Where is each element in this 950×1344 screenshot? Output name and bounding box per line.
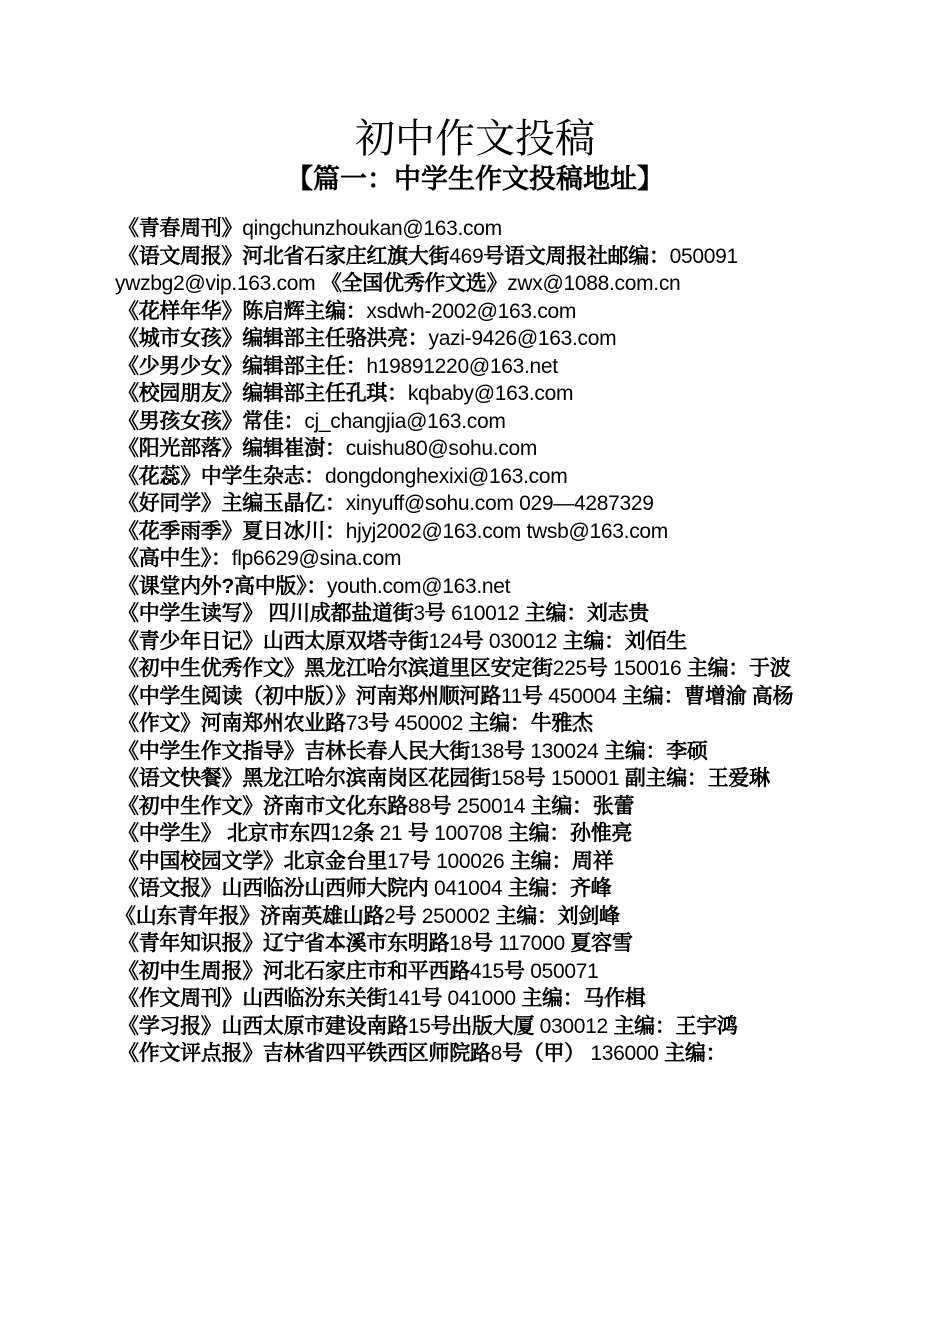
list-item: [115, 435, 829, 463]
entry-detail: 2: [384, 904, 396, 928]
entry-detail: 610012: [445, 602, 525, 625]
entry-label: 主编：刘佰生: [562, 629, 687, 653]
entry-label: 《城市女孩》编辑部主任骆洪亮：: [118, 327, 429, 350]
entry-label: 《男孩女孩》常佳：: [118, 409, 305, 433]
entry-detail: zwx@1088.com.cn: [507, 272, 681, 295]
entry-detail: 141: [387, 987, 422, 1010]
entry-label: 号: [524, 767, 546, 790]
list-item: [115, 573, 829, 601]
entry-detail: 250002: [416, 904, 496, 928]
entry-label: 号: [586, 657, 608, 680]
entry-label: 《初中生优秀作文》黑龙江哈尔滨道里区安定街: [118, 657, 553, 680]
entry-detail: 100708: [428, 822, 508, 845]
entry-detail: yazi-9426@163.com: [428, 327, 617, 350]
entry-label: 主编：曹增渝 高杨: [622, 684, 794, 708]
list-item: [115, 985, 829, 1013]
entry-label: 《花蕊》中学生杂志：: [118, 464, 325, 488]
entry-label: 号: [368, 712, 390, 735]
entry-label: 号（甲）: [502, 1042, 585, 1065]
list-item: [115, 600, 829, 628]
entry-label: 条: [353, 822, 375, 845]
list-item: [115, 1013, 829, 1041]
entry-detail: 124: [428, 629, 463, 653]
entry-label: 《高中生》：: [118, 547, 232, 570]
list-item: [115, 958, 829, 986]
entry-detail: 158: [490, 767, 525, 790]
entry-label: 《中学生》 北京市东四: [118, 822, 331, 845]
list-item: [115, 463, 829, 491]
entry-label: 《语文周报》河北省石家庄红旗大街: [118, 244, 450, 268]
entry-label: 主编：马作楫: [521, 987, 646, 1010]
entry-detail: 450002: [389, 712, 469, 735]
list-item: [115, 738, 829, 766]
entry-label: 《校园朋友》编辑部主任孔琪：: [118, 382, 408, 405]
entry-detail: 030012: [483, 629, 563, 653]
entry-label: 号出版大厦: [430, 1014, 535, 1038]
submission-list: [115, 215, 829, 1068]
entry-detail: 050071: [524, 959, 599, 983]
entry-label: 《初中生作文》济南市文化东路: [118, 794, 408, 818]
entry-label: 《山东青年报》济南英雄山路: [115, 904, 385, 928]
list-item: [115, 628, 829, 656]
list-item: [115, 298, 829, 326]
entry-label: 号: [522, 684, 543, 708]
entry-label: 主编：周祥: [509, 849, 614, 873]
entry-label: 主编：牛雅杰: [468, 712, 593, 735]
entry-label: 号: [462, 629, 484, 653]
entry-detail: 450004: [542, 684, 623, 708]
entry-detail: 050091 ywzbg2@vip.163.com: [115, 244, 738, 295]
entry-label: 副主编：王爱琳: [624, 767, 770, 790]
list-item: [115, 875, 829, 903]
entry-detail: 041004: [428, 877, 508, 900]
entry-label: 《初中生周报》河北石家庄市和平西路: [118, 959, 470, 983]
entry-label: 号: [407, 822, 429, 845]
entry-detail: xinyuff@sohu.com 029—4287329: [345, 492, 654, 515]
entry-label: 《少男少女》编辑部主任：: [118, 354, 367, 378]
entry-detail: 15: [407, 1014, 431, 1038]
list-item: [115, 1040, 829, 1068]
list-item: [115, 353, 829, 381]
entry-detail: 041000: [441, 987, 522, 1010]
entry-detail: 117000: [492, 932, 571, 955]
list-item: [115, 655, 829, 683]
section-heading: 【篇一：中学生作文投稿地址】: [286, 164, 664, 195]
entry-detail: flp6629@sina.com: [231, 547, 402, 570]
entry-detail: h19891220@163.net: [366, 354, 558, 378]
entry-label: 主编：刘志贵: [524, 602, 649, 625]
entry-detail: 469: [449, 244, 484, 268]
entry-detail: 88: [407, 794, 431, 818]
entry-label: 《阳光部落》编辑崔澍：: [118, 437, 346, 460]
entry-label: 主编：张蕾: [530, 794, 635, 818]
entry-label: 《青少年日记》山西太原双塔寺街: [118, 629, 429, 653]
entry-detail: 73: [345, 712, 369, 735]
entry-label: 夏容雪: [570, 932, 633, 955]
list-item: [115, 903, 829, 931]
entry-detail: 18: [449, 932, 472, 955]
entry-detail: 136000: [584, 1042, 665, 1065]
entry-label: 主编：李硕: [604, 739, 708, 763]
entry-detail: 150001: [545, 767, 625, 790]
entry-label: 《全国优秀作文选》: [320, 272, 508, 295]
entry-label: 《语文报》山西临汾山西师大院内: [118, 877, 429, 900]
entry-label: 《学习报》山西太原市建设南路: [118, 1014, 408, 1038]
list-item: [115, 683, 829, 711]
entry-label: 《青春周刊》: [118, 217, 243, 240]
entry-label: 主编：齐峰: [507, 877, 612, 900]
entry-detail: 138: [469, 739, 505, 763]
list-item: [115, 518, 829, 546]
entry-detail: dongdonghexixi@163.com: [325, 464, 568, 488]
entry-label: 《花季雨季》夏日冰川：: [118, 519, 346, 543]
entry-label: 《作文》河南郑州农业路: [118, 712, 346, 735]
entry-detail: 100026: [430, 849, 510, 873]
entry-detail: hjyj2002@163.com twsb@163.com: [345, 519, 668, 543]
entry-detail: 8: [490, 1042, 502, 1065]
entry-label: 《作文周刊》山西临汾东关街: [118, 987, 388, 1010]
entry-label: 号: [504, 739, 525, 763]
list-item: [115, 408, 829, 436]
entry-detail: 3: [413, 602, 425, 625]
entry-label: 《作文评点报》吉林省四平铁西区师院路: [118, 1042, 491, 1065]
list-item: [115, 765, 829, 793]
entry-detail: 250014: [451, 794, 531, 818]
entry-label: 主编：: [664, 1042, 727, 1065]
list-item: [115, 710, 829, 738]
list-item: [115, 243, 829, 298]
entry-label: 《好同学》主编玉晶亿：: [118, 492, 346, 515]
entry-label: 《花样年华》陈启辉主编：: [118, 299, 367, 323]
list-item: [115, 930, 829, 958]
entry-detail: 130024: [524, 739, 605, 763]
entry-label: 主编：孙惟亮: [507, 822, 633, 845]
entry-detail: 225: [552, 657, 587, 680]
list-item: [115, 380, 829, 408]
entry-label: 号: [409, 849, 431, 873]
entry-detail: cuishu80@sohu.com: [345, 437, 538, 460]
entry-detail: 150016: [607, 657, 687, 680]
entry-detail: 11: [500, 684, 523, 708]
entry-label: 《中学生作文指导》吉林长春人民大街: [118, 739, 470, 763]
entry-detail: 415: [469, 959, 505, 983]
entry-label: 号: [471, 932, 493, 955]
entry-label: 《中学生读写》 四川成都盐道街: [118, 602, 414, 625]
entry-label: 号: [395, 904, 417, 928]
entry-label: 《中国校园文学》北京金台里: [118, 849, 388, 873]
list-item: [115, 820, 829, 848]
entry-label: 主编：刘剑峰: [495, 904, 620, 928]
entry-detail: youth.com@163.net: [327, 574, 511, 598]
entry-detail: xsdwh-2002@163.com: [366, 299, 577, 323]
entry-label: 《语文快餐》黑龙江哈尔滨南岗区花园街: [118, 767, 491, 790]
entry-label: 《青年知识报》辽宁省本溪市东明路: [118, 932, 450, 955]
entry-detail: kqbaby@163.com: [407, 382, 574, 405]
entry-label: 主编：于波: [686, 657, 791, 680]
entry-label: 号: [504, 959, 525, 983]
entry-label: 号: [421, 987, 442, 1010]
list-item: [115, 490, 829, 518]
list-item: [115, 793, 829, 821]
entry-label: 号: [430, 794, 452, 818]
page-title: 初中作文投稿: [355, 116, 595, 162]
entry-detail: cj_changjia@163.com: [304, 409, 506, 433]
entry-detail: qingchunzhoukan@163.com: [242, 217, 502, 240]
entry-label: 号: [424, 602, 446, 625]
entry-label: 号语文周报社邮编：: [483, 244, 670, 268]
entry-label: 《中学生阅读（初中版）》河南郑州顺河路: [118, 684, 501, 708]
entry-label: 《课堂内外?高中版》：: [118, 574, 328, 598]
entry-detail: 17: [387, 849, 410, 873]
list-item: [115, 325, 829, 353]
entry-detail: 030012: [534, 1014, 614, 1038]
list-item: [115, 545, 829, 573]
list-item: [115, 215, 829, 243]
entry-detail: 21: [374, 822, 408, 845]
list-item: [115, 848, 829, 876]
entry-detail: 12: [330, 822, 354, 845]
entry-label: 主编：王宇鸿: [613, 1014, 738, 1038]
